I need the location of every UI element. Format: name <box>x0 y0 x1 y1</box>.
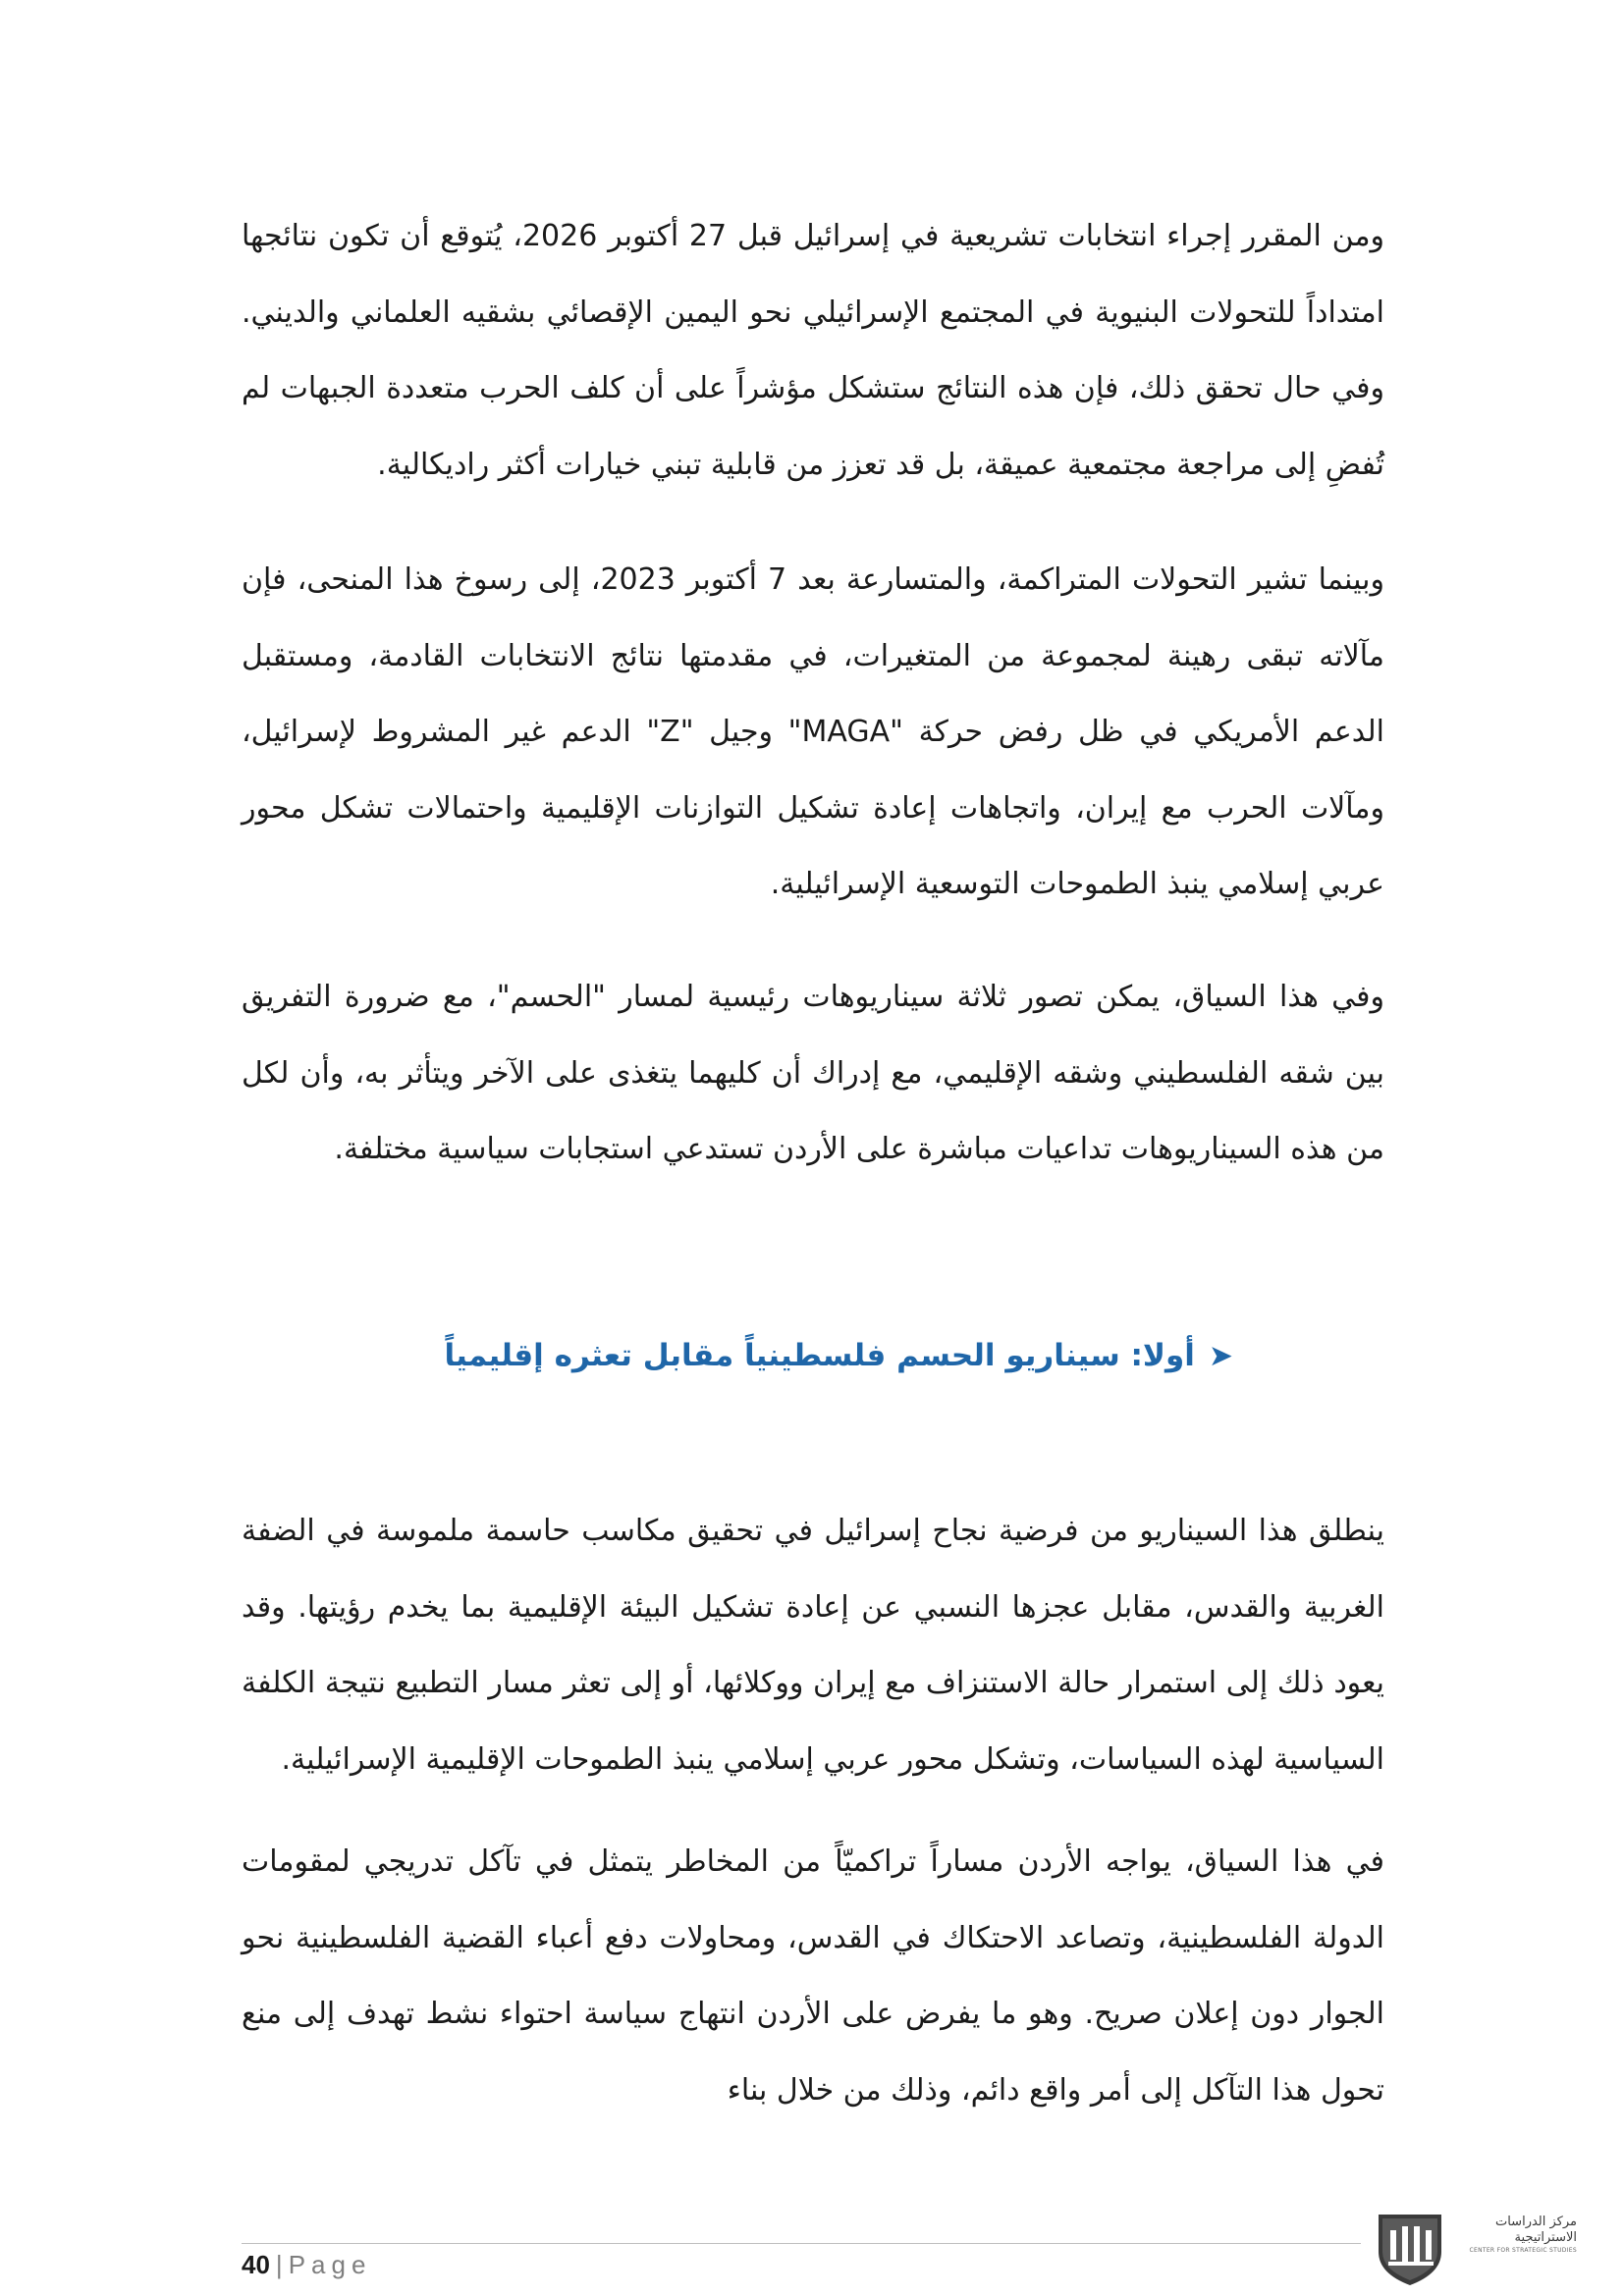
paragraph-elections: ومن المقرر إجراء انتخابات تشريعية في إسرائيل قبل 27 أكتوبر 2026، يُتوقع أن تكون نتائجها امتداداً للتحولات البنيوية في المجتمع الإسرائيلي نحو اليمين الإقصائي بشقيه العلماني والديني. وفي حال تحقق ذلك، فإن هذه النتائج ستشكل مؤشراً على أن كلف الحرب متعددة الجبهات لم تُفضِ إلى مراجعة مجتمعية عميقة، بل قد تعزز من قابلية تبني خيارات أكثر راديكالية. <box>242 219 1385 482</box>
center-logo <box>1373 2209 1579 2287</box>
page-number <box>242 2250 371 2280</box>
paragraph-jordan-risks: في هذا السياق، يواجه الأردن مساراً تراكميّاً من المخاطر يتمثل في تآكل تدريجي لمقومات الدولة الفلسطينية، وتصاعد الاحتكاك في القدس، ومحاولات دفع أعباء القضية الفلسطينية نحو الجوار دون إعلان صريح. وهو ما يفرض على الأردن انتهاج سياسة احتواء نشط تهدف إلى منع تحول هذا التآكل إلى أمر واقع دائم، وذلك من خلال بناء <box>242 1844 1384 2108</box>
shield-emblem-icon <box>1373 2209 1447 2287</box>
page-number-separator: | <box>275 2250 283 2279</box>
paragraph-scenarios-intro: وفي هذا السياق، يمكن تصور ثلاثة سيناريوهات رئيسية لمسار "الحسم"، مع ضرورة التفريق بين شقه الفلسطيني وشقه الإقليمي، مع إدراك أن كليهما يتغذى على الآخر ويتأثر به، وأن لكل من هذه السيناريوهات تداعيات مباشرة على الأردن تستدعي استجابات سياسية مختلفة. <box>242 980 1384 1166</box>
footer-divider <box>242 2243 1361 2244</box>
logo-text <box>1451 2215 1577 2256</box>
logo-name-english: CENTER FOR STRATEGIC STUDIES <box>1469 2247 1577 2254</box>
page-number-value: 40 <box>242 2250 270 2279</box>
arrow-bullet-icon: ➤ <box>1208 1339 1233 1373</box>
section-heading <box>242 1331 1233 1381</box>
logo-name-line2: الاستراتيجية <box>1514 2230 1577 2245</box>
paragraph-variables: وبينما تشير التحولات المتراكمة، والمتسارعة بعد 7 أكتوبر 2023، إلى رسوخ هذا المنحى، فإن مآلاته تبقى رهينة لمجموعة من المتغيرات، في مقدمتها نتائج الانتخابات القادمة، ومستقبل الدعم الأمريكي في ظل رفض حركة "MAGA" وجيل "Z" الدعم غير المشروط لإسرائيل، ومآلات الحرب مع إيران، واتجاهات إعادة تشكيل التوازنات الإقليمية واحتمالات تشكل محور عربي إسلامي ينبذ الطموحات التوسعية الإسرائيلية. <box>242 562 1385 901</box>
page-label: Page <box>288 2250 372 2279</box>
paragraph-scenario-one: ينطلق هذا السيناريو من فرضية نجاح إسرائيل في تحقيق مكاسب حاسمة ملموسة في الضفة الغربية والقدس، مقابل عجزها النسبي عن إعادة تشكيل البيئة الإقليمية بما يخدم رؤيتها. وقد يعود ذلك إلى استمرار حالة الاستنزاف مع إيران ووكلائها، أو إلى تعثر مسار التطبيع نتيجة الكلفة السياسية لهذه السياسات، وتشكل محور عربي إسلامي ينبذ الطموحات الإقليمية الإسرائيلية. <box>242 1514 1384 1777</box>
section-heading-text: أولا: سيناريو الحسم فلسطينياً مقابل تعثره إقليمياً <box>444 1338 1195 1373</box>
logo-name-line1: مركز الدراسات <box>1494 2215 1577 2229</box>
